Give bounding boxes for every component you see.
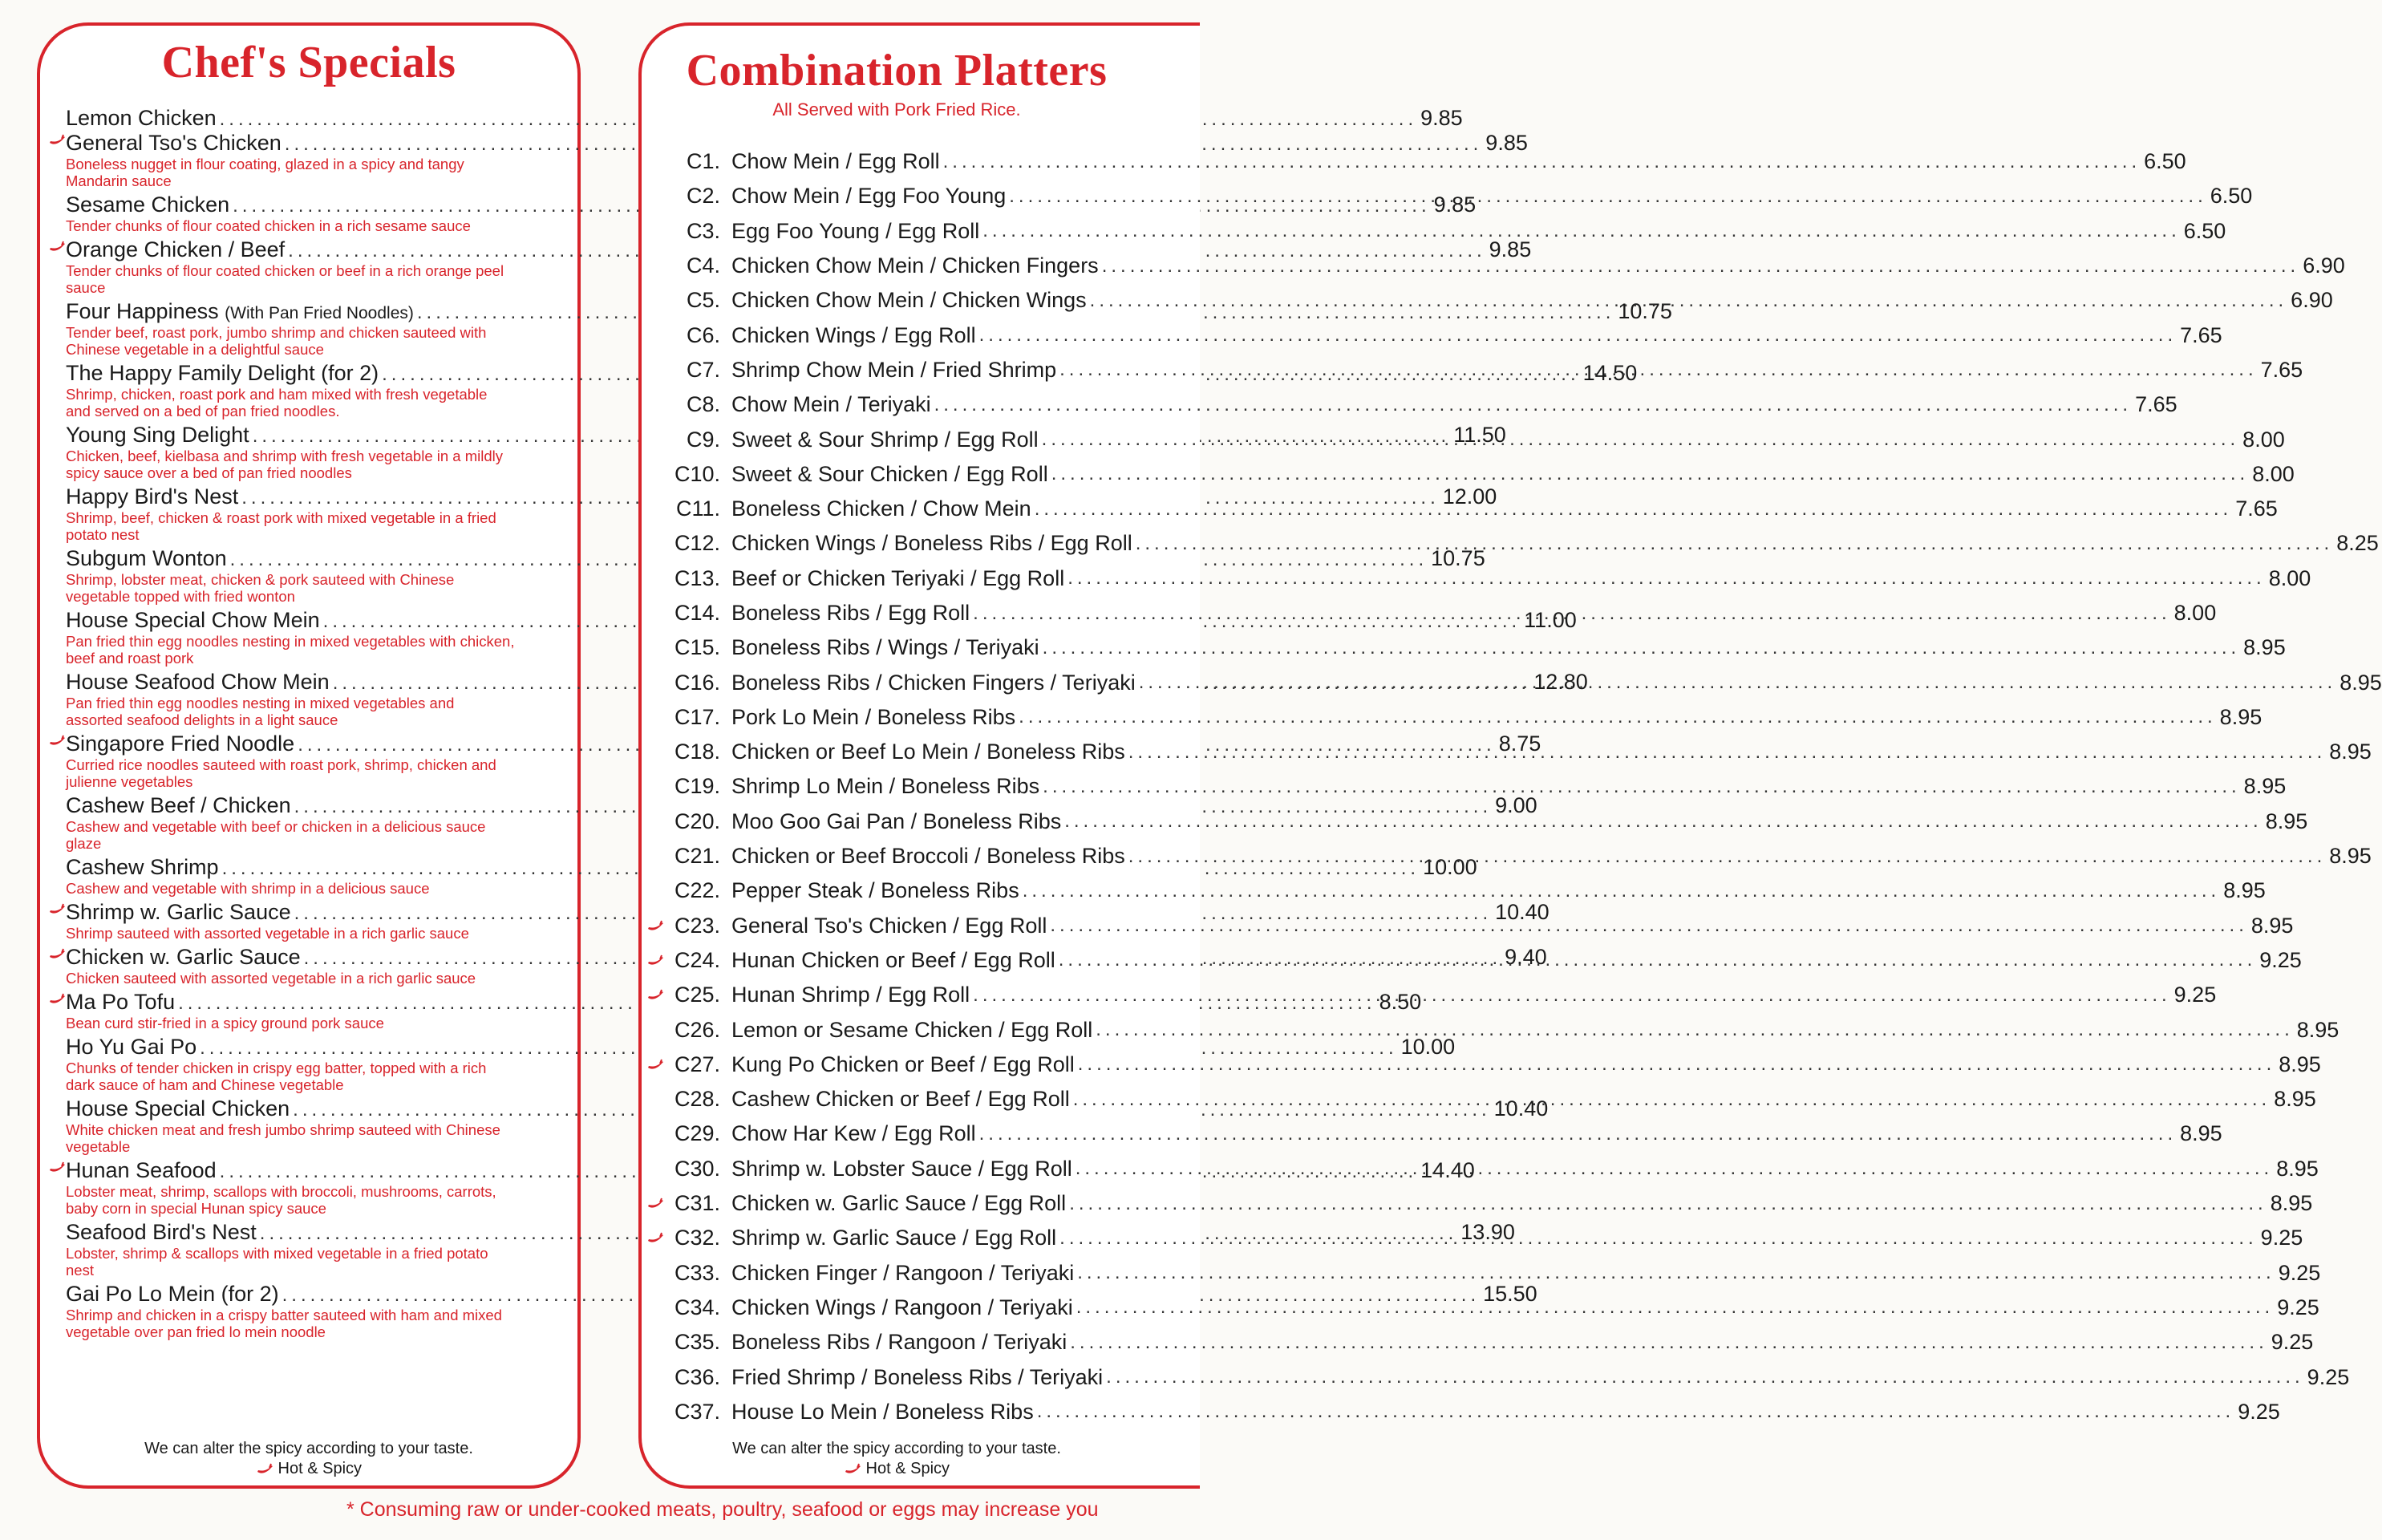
combo-code: C19. <box>674 774 720 799</box>
dish-name <box>66 945 301 970</box>
combo-code: C34. <box>674 1295 720 1319</box>
combo-price: 8.00 <box>2173 601 2217 625</box>
dot-leader <box>979 324 2177 346</box>
menu-item-line <box>66 131 1528 156</box>
dot-leader <box>1102 255 2300 278</box>
dot-leader <box>1035 498 2233 521</box>
combo-code: C9. <box>686 427 720 452</box>
dot-leader <box>973 984 2171 1007</box>
dish-name-text: Cashew Beef / Chicken <box>66 793 291 817</box>
dish-description: White chicken meat and fresh jumbo shrimp sauteed with Chinese vegetable <box>66 1121 500 1155</box>
combo-price: 8.95 <box>2270 1191 2313 1216</box>
combo-name: Chicken or Beef Lo Mein / Boneless Ribs <box>731 740 1125 764</box>
combo-code: C15. <box>674 635 720 660</box>
dish-description: Shrimp sauteed with assorted vegetable in a rich garlic sauce <box>66 925 469 942</box>
dish-price: 15.50 <box>1483 1282 1537 1306</box>
combo-name: Moo Goo Gai Pan / Boneless Ribs <box>731 808 1062 833</box>
combo-item <box>642 1360 2350 1394</box>
combo-code: C5. <box>686 288 720 313</box>
combo-code: C23. <box>674 913 720 938</box>
combo-code: C35. <box>674 1330 720 1355</box>
combo-item <box>642 1395 2280 1429</box>
combo-name: Boneless Ribs / Egg Roll <box>731 601 970 625</box>
menu-item-line <box>66 900 1550 925</box>
combo-code: C3. <box>686 218 720 243</box>
chili-pepper-icon <box>48 1161 66 1174</box>
combo-name: Chicken Wings / Egg Roll <box>731 322 976 347</box>
combination-platters-subtitle: All Served with Pork Fried Rice. <box>772 99 1021 120</box>
combo-code: C30. <box>674 1156 720 1181</box>
dot-leader <box>1090 290 2288 312</box>
combo-price: 7.65 <box>2260 357 2303 382</box>
dot-leader <box>1139 671 2337 694</box>
combo-code: C18. <box>674 740 720 764</box>
combo-code: C22. <box>674 878 720 903</box>
combo-code: C31. <box>674 1191 720 1216</box>
combo-name: Chicken Wings / Rangoon / Teriyaki <box>731 1295 1073 1319</box>
combo-code: C16. <box>674 670 720 695</box>
combo-price: 6.90 <box>2291 288 2333 313</box>
combo-code: C4. <box>686 253 720 278</box>
dish-name-text: Ma Po Tofu <box>66 990 176 1014</box>
combo-price: 6.50 <box>2144 149 2186 174</box>
dot-leader <box>979 1123 2177 1145</box>
dot-leader <box>1067 567 2266 590</box>
dot-leader <box>1023 880 2221 902</box>
dot-leader <box>1078 1053 2276 1076</box>
dish-description: Lobster meat, shrimp, scallops with broccoli, mushrooms, carrots, baby corn in special Hunan spicy sauce <box>66 1183 496 1217</box>
combo-name: Chicken w. Garlic Sauce / Egg Roll <box>731 1191 1067 1216</box>
combo-code: C11. <box>675 496 720 521</box>
combo-name: Chicken Chow Mein / Chicken Wings <box>731 288 1087 313</box>
dish-name <box>66 423 249 448</box>
dish-name-text: Young Sing Delight <box>66 423 249 447</box>
dot-leader <box>943 151 2141 173</box>
combo-code: C28. <box>674 1087 720 1112</box>
dish-price: 12.80 <box>1533 670 1588 694</box>
dish-price: 11.50 <box>1453 423 1506 447</box>
dish-name <box>66 1282 279 1307</box>
dish-description: Boneless nugget in flour coating, glazed in a spicy and tangy Mandarin sauce <box>66 156 464 189</box>
combo-price: 7.65 <box>2180 322 2222 347</box>
combo-name: Shrimp Chow Mein / Fried Shrimp <box>731 357 1057 382</box>
hot-spicy-label: Hot & Spicy <box>277 1460 363 1477</box>
combo-price: 8.95 <box>2243 774 2287 799</box>
chili-pepper-icon <box>646 1198 664 1210</box>
dot-leader <box>1043 776 2241 798</box>
combo-name: Chicken or Beef Broccoli / Boneless Ribs <box>731 844 1125 869</box>
dish-description: Tender chunks of flour coated chicken or beef in a rich orange peel sauce <box>66 262 504 296</box>
combo-name: Shrimp w. Garlic Sauce / Egg Roll <box>731 1226 1057 1250</box>
dish-name-text: Orange Chicken / Beef <box>66 237 286 261</box>
combo-code: C12. <box>674 531 720 556</box>
dish-name <box>66 1096 290 1121</box>
dish-name <box>66 299 414 326</box>
dot-leader <box>1043 637 2241 659</box>
dish-price: 9.00 <box>1495 793 1537 817</box>
combo-name: Chow Mein / Egg Roll <box>731 149 940 174</box>
combo-code: C6. <box>686 322 720 347</box>
dish-name <box>66 131 282 156</box>
combo-price: 9.25 <box>2259 947 2302 972</box>
chili-pepper-icon <box>48 735 66 748</box>
hot-spicy-legend <box>642 1459 1152 1479</box>
chili-pepper-icon <box>256 1463 273 1476</box>
dish-note: (With Pan Fried Noodles) <box>225 304 414 322</box>
combo-item <box>642 318 2222 352</box>
menu-item-line <box>66 546 1485 571</box>
combo-name: Chicken Wings / Boneless Ribs / Egg Roll <box>731 531 1132 556</box>
combo-code: C32. <box>674 1226 720 1250</box>
chili-pepper-icon <box>48 948 66 961</box>
dish-description: Tender beef, roast pork, jumbo shrimp and chicken sauteed with Chinese vegetable in a delightful sauce <box>66 324 487 358</box>
dish-name <box>66 237 285 262</box>
dish-name-text: Shrimp w. Garlic Sauce <box>66 900 291 924</box>
dish-name <box>66 1158 217 1183</box>
dot-leader <box>1073 1088 2271 1111</box>
dish-name-text: Four Happiness <box>66 299 219 323</box>
hot-spicy-label: Hot & Spicy <box>865 1460 950 1477</box>
combo-name: Boneless Chicken / Chow Mein <box>731 496 1031 521</box>
combo-price: 8.95 <box>2223 878 2266 903</box>
combo-price: 8.95 <box>2180 1121 2222 1146</box>
dish-price: 9.85 <box>1485 131 1528 155</box>
combo-item <box>642 1116 2222 1151</box>
dot-leader <box>1128 845 2327 868</box>
dish-name-text: Seafood Bird's Nest <box>66 1220 257 1244</box>
combo-name: Chicken Finger / Rangoon / Teriyaki <box>731 1260 1075 1285</box>
combo-item <box>642 144 2186 179</box>
dish-name <box>66 900 291 925</box>
dish-name <box>66 1220 257 1245</box>
combination-platters-footer <box>642 1439 1152 1479</box>
combo-name: Fried Shrimp / Boneless Ribs / Teriyaki <box>731 1364 1104 1389</box>
combo-price: 8.95 <box>2219 704 2262 729</box>
dot-leader <box>1070 1331 2268 1354</box>
dish-name <box>66 990 175 1015</box>
combo-code: C10. <box>674 461 720 486</box>
dish-name-text: Cashew Shrimp <box>66 855 219 879</box>
combo-price: 8.95 <box>2274 1087 2316 1112</box>
dot-leader <box>1069 1193 2267 1215</box>
combo-code: C33. <box>674 1260 720 1285</box>
dot-leader <box>1128 741 2327 764</box>
combo-code: C7. <box>686 357 720 382</box>
chili-pepper-icon <box>646 954 664 967</box>
chili-pepper-icon <box>646 989 664 1002</box>
combo-name: Pork Lo Mein / Boneless Ribs <box>731 704 1016 729</box>
combo-item <box>642 1256 2321 1291</box>
combo-item <box>642 630 2286 665</box>
chefs-specials-title: Chef's Specials <box>161 38 456 87</box>
dot-leader <box>1050 914 2248 937</box>
dish-price: 10.00 <box>1400 1035 1456 1059</box>
dot-leader <box>1077 1262 2275 1284</box>
dish-description: Bean curd stir-fried in a spicy ground pork sauce <box>66 1015 384 1031</box>
dish-price: 11.00 <box>1524 608 1577 632</box>
combo-name: Pepper Steak / Boneless Ribs <box>731 878 1019 903</box>
chili-pepper-icon <box>844 1463 861 1476</box>
dot-leader <box>1042 428 2240 451</box>
dot-leader <box>1096 1019 2294 1041</box>
combo-price: 9.25 <box>2278 1260 2321 1285</box>
combo-name: Sweet & Sour Chicken / Egg Roll <box>731 461 1048 486</box>
dish-price: 10.40 <box>1495 900 1550 924</box>
dish-name <box>66 1035 196 1060</box>
dish-price: 9.85 <box>1489 237 1532 261</box>
combo-price: 9.25 <box>2271 1330 2314 1355</box>
dot-leader <box>1019 706 2217 728</box>
combo-name: Beef or Chicken Teriyaki / Egg Roll <box>731 565 1065 590</box>
dot-leader <box>1059 949 2257 971</box>
dish-price: 14.40 <box>1420 1158 1475 1182</box>
dot-leader <box>1059 1227 2258 1250</box>
combo-price: 8.95 <box>2265 808 2308 833</box>
dot-leader <box>1076 1157 2274 1180</box>
dish-name <box>66 608 320 633</box>
dish-price: 8.50 <box>1379 990 1422 1014</box>
dish-name-text: House Special Chicken <box>66 1096 290 1121</box>
combo-name: House Lo Mein / Boneless Ribs <box>731 1399 1034 1424</box>
dish-description: Cashew and vegetable with beef or chicken in a delicious sauce glaze <box>66 818 486 852</box>
combo-name: Chicken Chow Mein / Chicken Fingers <box>731 253 1099 278</box>
combo-code: C21. <box>674 844 720 869</box>
dot-leader <box>1051 463 2250 485</box>
dot-leader <box>973 602 2171 625</box>
combo-price: 6.50 <box>2183 218 2226 243</box>
dish-price: 9.40 <box>1505 945 1547 969</box>
dish-description: Tender chunks of flour coated chicken in a rich sesame sauce <box>66 217 471 234</box>
combo-code: C29. <box>674 1121 720 1146</box>
combo-name: Boneless Ribs / Rangoon / Teriyaki <box>731 1330 1067 1355</box>
spicy-note: We can alter the spicy according to your taste. <box>732 1440 1061 1457</box>
chili-pepper-icon <box>48 241 66 253</box>
dish-name-text: Sesame Chicken <box>66 192 230 217</box>
menu-item-line <box>66 237 1532 262</box>
combo-code: C2. <box>686 184 720 209</box>
dish-name-text: Happy Bird's Nest <box>66 484 239 509</box>
dish-name-text: The Happy Family Delight (for 2) <box>66 361 379 385</box>
combo-code: C25. <box>674 983 720 1007</box>
combo-price: 9.25 <box>2277 1295 2319 1319</box>
dish-description: Curried rice noodles sauteed with roast pork, shrimp, chicken and julienne vegetables <box>66 756 496 790</box>
combo-name: Shrimp w. Lobster Sauce / Egg Roll <box>731 1156 1072 1181</box>
combo-item <box>642 457 2295 492</box>
combo-code: C8. <box>686 392 720 417</box>
combo-name: Lemon or Sesame Chicken / Egg Roll <box>731 1017 1093 1042</box>
combo-code: C13. <box>674 565 720 590</box>
dish-name-text: Subgum Wonton <box>66 546 227 570</box>
dish-name-text: House Seafood Chow Mein <box>66 670 330 694</box>
combo-price: 8.95 <box>2296 1017 2339 1042</box>
dish-price: 10.75 <box>1431 546 1485 570</box>
dish-description: Chicken, beef, kielbasa and shrimp with fresh vegetable in a mildly spicy sauce over a bed of pan fried noodles <box>66 448 504 481</box>
combo-name: Egg Foo Young / Egg Roll <box>731 218 980 243</box>
dish-price: 10.75 <box>1618 299 1672 323</box>
combo-name: Kung Po Chicken or Beef / Egg Roll <box>731 1052 1075 1076</box>
combo-item <box>642 1186 2313 1221</box>
dish-description: Pan fried thin egg noodles nesting in mixed vegetables with chicken, beef and roast pork <box>66 633 515 667</box>
combo-item <box>642 700 2262 735</box>
chili-pepper-icon <box>48 903 66 916</box>
combo-name: Boneless Ribs / Wings / Teriyaki <box>731 635 1039 660</box>
combo-price: 8.00 <box>2268 565 2311 590</box>
combo-name: Chow Har Kew / Egg Roll <box>731 1121 976 1146</box>
combo-price: 8.95 <box>2339 670 2382 695</box>
dot-leader <box>1037 1400 2235 1423</box>
dish-description: Cashew and vegetable with shrimp in a delicious sauce <box>66 880 430 897</box>
combo-price: 6.50 <box>2210 184 2253 209</box>
combo-price: 8.95 <box>2276 1156 2319 1181</box>
dot-leader <box>1009 185 2207 208</box>
dish-price: 8.75 <box>1498 732 1541 756</box>
combo-price: 9.25 <box>2307 1364 2350 1389</box>
food-safety-disclaimer: * Consuming raw or under-cooked meats, poultry, seafood or eggs may increase you <box>346 1498 1099 1521</box>
dot-leader <box>1076 1296 2275 1319</box>
combo-name: General Tso's Chicken / Egg Roll <box>731 913 1047 938</box>
dish-name <box>66 732 294 756</box>
dish-name <box>66 546 227 571</box>
dish-description: Lobster, shrimp & scallops with mixed vegetable in a fried potato nest <box>66 1245 488 1279</box>
combo-code: C26. <box>674 1017 720 1042</box>
chili-pepper-icon <box>48 134 66 147</box>
menu-item-line <box>66 1035 1456 1060</box>
combo-price: 7.65 <box>2135 392 2177 417</box>
combo-item <box>642 873 2266 908</box>
dish-name <box>66 106 217 131</box>
combo-price: 8.00 <box>2252 461 2295 486</box>
combo-price: 9.25 <box>2260 1226 2303 1250</box>
combo-name: Chow Mein / Egg Foo Young <box>731 184 1007 209</box>
combination-platters-title: Combination Platters <box>686 46 1108 95</box>
combo-code: C36. <box>674 1364 720 1389</box>
combo-item <box>642 387 2177 422</box>
dish-name <box>66 192 229 217</box>
combo-price: 8.95 <box>2250 913 2294 938</box>
dish-description: Shrimp, chicken, roast pork and ham mixed with fresh vegetable and served on a bed of pan fried noodles. <box>66 386 488 419</box>
chefs-specials-footer <box>40 1439 577 1479</box>
chili-pepper-icon <box>48 993 66 1006</box>
chili-pepper-icon <box>646 1232 664 1245</box>
combo-item <box>642 561 2311 596</box>
dish-name-text: Chicken w. Garlic Sauce <box>66 945 301 969</box>
combo-name: Boneless Ribs / Chicken Fingers / Teriyaki <box>731 670 1136 695</box>
dish-description: Shrimp, beef, chicken & roast pork with mixed vegetable in a fried potato nest <box>66 509 496 543</box>
combo-code: C20. <box>674 808 720 833</box>
hot-spicy-legend <box>40 1459 577 1479</box>
dish-name-text: Singapore Fried Noodle <box>66 732 295 756</box>
combo-code: C27. <box>674 1052 720 1076</box>
combo-price: 6.90 <box>2303 253 2345 278</box>
dish-description: Pan fried thin egg noodles nesting in mixed vegetables and assorted seafood delights in a light sauce <box>66 695 455 728</box>
dish-description: Chicken sauteed with assorted vegetable in a rich garlic sauce <box>66 970 476 987</box>
dish-name-text: General Tso's Chicken <box>66 131 282 155</box>
combo-item <box>642 1325 2314 1360</box>
dot-leader <box>1064 810 2262 833</box>
combo-price: 8.00 <box>2242 427 2285 452</box>
dot-leader <box>934 394 2133 416</box>
dish-name <box>66 361 379 386</box>
dish-description: Shrimp and chicken in a crispy batter sauteed with ham and mixed vegetable over pan fried lo mein noodle <box>66 1307 502 1340</box>
dish-description: Chunks of tender chicken in crispy egg batter, topped with a rich dark sauce of ham and Chinese vegetable <box>66 1060 487 1093</box>
dish-name-text: Ho Yu Gai Po <box>66 1035 197 1059</box>
combo-item <box>642 1048 2321 1082</box>
dish-price: 9.85 <box>1433 192 1477 217</box>
menu-item-line <box>66 793 1537 818</box>
combo-price: 8.95 <box>2329 740 2372 764</box>
combo-price: 8.95 <box>2279 1052 2321 1076</box>
dish-price: 10.00 <box>1423 855 1477 879</box>
combo-name: Cashew Chicken or Beef / Egg Roll <box>731 1087 1070 1112</box>
dish-price: 14.50 <box>1582 361 1638 385</box>
dish-description: Shrimp, lobster meat, chicken & pork sauteed with Chinese vegetable topped with fried wonton <box>66 571 455 605</box>
combo-name: Shrimp Lo Mein / Boneless Ribs <box>731 774 1040 799</box>
combo-name: Chow Mein / Teriyaki <box>731 392 931 417</box>
dish-price: 10.40 <box>1493 1096 1549 1121</box>
combo-price: 8.25 <box>2336 531 2379 556</box>
dish-price: 12.00 <box>1442 484 1497 509</box>
combo-item <box>642 769 2287 804</box>
spicy-note: We can alter the spicy according to your taste. <box>144 1440 473 1457</box>
combo-price: 9.25 <box>2238 1399 2280 1424</box>
combo-price: 8.95 <box>2243 635 2286 660</box>
dish-name <box>66 855 219 880</box>
combo-name: Hunan Shrimp / Egg Roll <box>731 983 970 1007</box>
combo-code: C1. <box>686 149 720 174</box>
combo-price: 8.95 <box>2329 844 2372 869</box>
chili-pepper-icon <box>646 1059 664 1072</box>
dot-leader <box>1136 533 2334 555</box>
dish-price: 9.85 <box>1420 106 1463 130</box>
dish-name-text: Gai Po Lo Mein (for 2) <box>66 1282 279 1306</box>
dot-leader <box>1059 359 2258 381</box>
dot-leader <box>982 220 2181 242</box>
dish-price: 13.90 <box>1460 1220 1515 1244</box>
dish-name-text: House Special Chow Mein <box>66 608 320 632</box>
chili-pepper-icon <box>646 920 664 933</box>
combo-name: Hunan Chicken or Beef / Egg Roll <box>731 947 1055 972</box>
combo-price: 9.25 <box>2173 983 2217 1007</box>
combo-price: 7.65 <box>2235 496 2278 521</box>
combo-code: C17. <box>674 704 720 729</box>
combo-name: Sweet & Sour Shrimp / Egg Roll <box>731 427 1039 452</box>
dot-leader <box>1106 1366 2304 1388</box>
dish-name-text: Lemon Chicken <box>66 106 217 130</box>
combo-code: C37. <box>674 1399 720 1424</box>
combo-code: C14. <box>674 601 720 625</box>
dish-name <box>66 670 330 695</box>
combo-code: C24. <box>674 947 720 972</box>
dish-name <box>66 793 291 818</box>
dish-name <box>66 484 238 509</box>
dish-name-text: Hunan Seafood <box>66 1158 217 1182</box>
